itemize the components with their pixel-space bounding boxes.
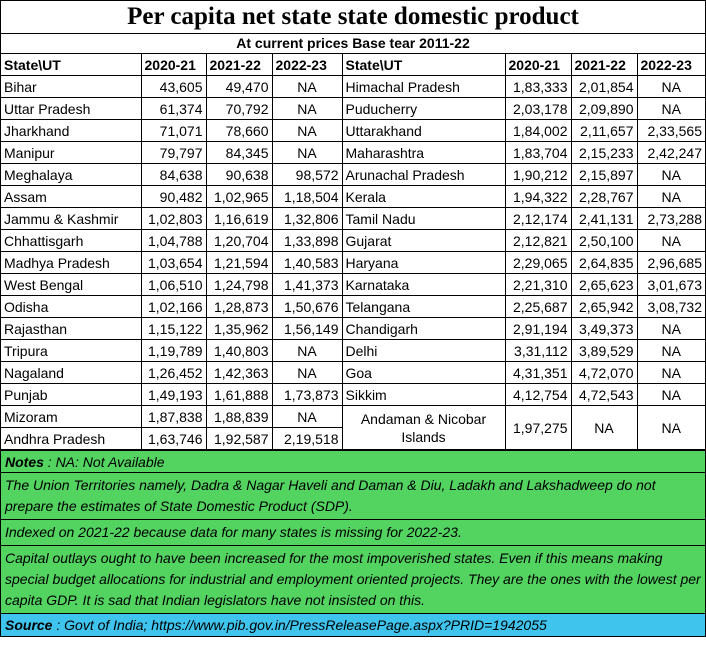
value-cell: NA bbox=[637, 318, 705, 340]
value-cell: 1,18,504 bbox=[272, 186, 342, 208]
value-cell: 78,660 bbox=[206, 120, 272, 142]
table-row bbox=[1, 406, 705, 428]
value-cell-merged: NA bbox=[571, 406, 637, 450]
state-cell: Gujarat bbox=[342, 230, 505, 252]
value-cell: 2,15,233 bbox=[571, 142, 637, 164]
state-cell: Uttar Pradesh bbox=[1, 98, 141, 120]
header-2022-23-right: 2022-23 bbox=[637, 54, 705, 76]
value-cell: 3,01,673 bbox=[637, 274, 705, 296]
note-union-territories: The Union Territories namely, Dadra & Nagar Haveli and Daman & Diu, Ladakh and Lakshadweep do not prepare the estimates of State Domestic Product (SDP). bbox=[1, 472, 705, 519]
value-cell: 2,19,518 bbox=[272, 428, 342, 450]
header-row bbox=[1, 54, 705, 76]
table-row bbox=[1, 296, 705, 318]
value-cell: 1,02,803 bbox=[141, 208, 206, 230]
state-cell: Himachal Pradesh bbox=[342, 76, 505, 98]
state-cell: Maharashtra bbox=[342, 142, 505, 164]
header-2022-23-left: 2022-23 bbox=[272, 54, 342, 76]
page-subtitle: At current prices Base tear 2011-22 bbox=[1, 34, 705, 54]
state-cell: Arunachal Pradesh bbox=[342, 164, 505, 186]
value-cell: 1,49,193 bbox=[141, 384, 206, 406]
value-cell: 2,64,835 bbox=[571, 252, 637, 274]
state-cell: Tripura bbox=[1, 340, 141, 362]
value-cell: 1,33,898 bbox=[272, 230, 342, 252]
value-cell: 84,345 bbox=[206, 142, 272, 164]
header-2020-21-left: 2020-21 bbox=[141, 54, 206, 76]
value-cell: 2,28,767 bbox=[571, 186, 637, 208]
value-cell: 49,470 bbox=[206, 76, 272, 98]
table-row bbox=[1, 186, 705, 208]
value-cell: 1,19,789 bbox=[141, 340, 206, 362]
value-cell: 2,21,310 bbox=[505, 274, 571, 296]
value-cell: 4,31,351 bbox=[505, 362, 571, 384]
value-cell: 1,04,788 bbox=[141, 230, 206, 252]
header-2021-22-right: 2021-22 bbox=[571, 54, 637, 76]
value-cell: 2,15,897 bbox=[571, 164, 637, 186]
value-cell: 90,482 bbox=[141, 186, 206, 208]
value-cell: 1,20,704 bbox=[206, 230, 272, 252]
value-cell: 1,03,654 bbox=[141, 252, 206, 274]
value-cell: 2,01,854 bbox=[571, 76, 637, 98]
header-state-right: State\UT bbox=[342, 54, 505, 76]
value-cell: 1,83,704 bbox=[505, 142, 571, 164]
value-cell: 1,26,452 bbox=[141, 362, 206, 384]
table-row bbox=[1, 384, 705, 406]
value-cell: 1,41,373 bbox=[272, 274, 342, 296]
value-cell: 2,65,623 bbox=[571, 274, 637, 296]
value-cell: 1,84,002 bbox=[505, 120, 571, 142]
value-cell: NA bbox=[272, 340, 342, 362]
state-cell: Chandigarh bbox=[342, 318, 505, 340]
value-cell: 2,50,100 bbox=[571, 230, 637, 252]
state-cell: Andhra Pradesh bbox=[1, 428, 141, 450]
value-cell: 2,42,247 bbox=[637, 142, 705, 164]
state-cell: Mizoram bbox=[1, 406, 141, 428]
table-body bbox=[1, 54, 705, 450]
value-cell: 1,40,583 bbox=[272, 252, 342, 274]
state-cell: Punjab bbox=[1, 384, 141, 406]
value-cell: 1,35,962 bbox=[206, 318, 272, 340]
state-cell: Manipur bbox=[1, 142, 141, 164]
value-cell: 1,73,873 bbox=[272, 384, 342, 406]
source-label: Source bbox=[5, 617, 53, 633]
value-cell: 1,02,965 bbox=[206, 186, 272, 208]
value-cell: 1,63,746 bbox=[141, 428, 206, 450]
value-cell: 1,28,873 bbox=[206, 296, 272, 318]
state-cell: Meghalaya bbox=[1, 164, 141, 186]
value-cell: 2,65,942 bbox=[571, 296, 637, 318]
value-cell: 1,56,149 bbox=[272, 318, 342, 340]
value-cell: 1,16,619 bbox=[206, 208, 272, 230]
value-cell: 1,94,322 bbox=[505, 186, 571, 208]
value-cell: 71,071 bbox=[141, 120, 206, 142]
value-cell: NA bbox=[272, 76, 342, 98]
value-cell: 2,73,288 bbox=[637, 208, 705, 230]
value-cell: 1,32,806 bbox=[272, 208, 342, 230]
state-cell: West Bengal bbox=[1, 274, 141, 296]
header-2021-22-left: 2021-22 bbox=[206, 54, 272, 76]
value-cell: 1,61,888 bbox=[206, 384, 272, 406]
value-cell: 3,89,529 bbox=[571, 340, 637, 362]
table-row bbox=[1, 98, 705, 120]
gdp-table bbox=[1, 54, 705, 450]
value-cell: NA bbox=[637, 98, 705, 120]
state-cell: Assam bbox=[1, 186, 141, 208]
value-cell: 2,11,657 bbox=[571, 120, 637, 142]
page-title: Per capita net state state domestic product bbox=[1, 1, 705, 34]
note-na-text: : NA: Not Available bbox=[43, 454, 165, 470]
value-cell: 4,72,070 bbox=[571, 362, 637, 384]
value-cell: 1,15,122 bbox=[141, 318, 206, 340]
table-row bbox=[1, 318, 705, 340]
value-cell: 2,91,194 bbox=[505, 318, 571, 340]
table-row bbox=[1, 362, 705, 384]
value-cell: 98,572 bbox=[272, 164, 342, 186]
note-indexed: Indexed on 2021-22 because data for many states is missing for 2022-23. bbox=[1, 519, 705, 545]
value-cell: 2,33,565 bbox=[637, 120, 705, 142]
value-cell: NA bbox=[272, 362, 342, 384]
state-cell: Goa bbox=[342, 362, 505, 384]
table-row bbox=[1, 120, 705, 142]
value-cell: 2,25,687 bbox=[505, 296, 571, 318]
table-row bbox=[1, 142, 705, 164]
state-cell: Jammu & Kashmir bbox=[1, 208, 141, 230]
value-cell: 84,638 bbox=[141, 164, 206, 186]
value-cell: NA bbox=[637, 164, 705, 186]
value-cell: 1,06,510 bbox=[141, 274, 206, 296]
value-cell: NA bbox=[272, 142, 342, 164]
value-cell: 1,40,803 bbox=[206, 340, 272, 362]
table-row bbox=[1, 208, 705, 230]
value-cell: 4,12,754 bbox=[505, 384, 571, 406]
value-cell: 1,83,333 bbox=[505, 76, 571, 98]
note-capital-outlays: Capital outlays ought to have been increased for the most impoverished states. Even if this means making special budget allocations for industrial and employment oriented projects. They are the ones with the lowest per capita GDP. It is sad that Indian legislators have not insisted on this. bbox=[1, 545, 705, 613]
value-cell: 61,374 bbox=[141, 98, 206, 120]
header-2020-21-right: 2020-21 bbox=[505, 54, 571, 76]
value-cell: 1,88,839 bbox=[206, 406, 272, 428]
value-cell: NA bbox=[272, 406, 342, 428]
note-na bbox=[1, 450, 705, 472]
state-cell: Chhattisgarh bbox=[1, 230, 141, 252]
state-cell-merged: Andaman & Nicobar Islands bbox=[342, 406, 505, 450]
value-cell: 2,12,174 bbox=[505, 208, 571, 230]
value-cell: 2,29,065 bbox=[505, 252, 571, 274]
state-cell: Telangana bbox=[342, 296, 505, 318]
value-cell: NA bbox=[637, 186, 705, 208]
value-cell: 79,797 bbox=[141, 142, 206, 164]
value-cell: 1,90,212 bbox=[505, 164, 571, 186]
value-cell: 2,09,890 bbox=[571, 98, 637, 120]
source-line bbox=[1, 613, 705, 636]
state-cell: Haryana bbox=[342, 252, 505, 274]
value-cell: 3,08,732 bbox=[637, 296, 705, 318]
value-cell-merged: 1,97,275 bbox=[505, 406, 571, 450]
table-row bbox=[1, 252, 705, 274]
value-cell: 2,96,685 bbox=[637, 252, 705, 274]
value-cell: 70,792 bbox=[206, 98, 272, 120]
value-cell: NA bbox=[637, 384, 705, 406]
table-row bbox=[1, 230, 705, 252]
table-row bbox=[1, 76, 705, 98]
value-cell: 1,87,838 bbox=[141, 406, 206, 428]
value-cell: 2,12,821 bbox=[505, 230, 571, 252]
state-cell: Bihar bbox=[1, 76, 141, 98]
value-cell: NA bbox=[637, 362, 705, 384]
value-cell: 43,605 bbox=[141, 76, 206, 98]
table-row bbox=[1, 164, 705, 186]
value-cell: NA bbox=[272, 98, 342, 120]
state-cell: Uttarakhand bbox=[342, 120, 505, 142]
state-cell: Puducherry bbox=[342, 98, 505, 120]
header-state-left: State\UT bbox=[1, 54, 141, 76]
value-cell: 1,92,587 bbox=[206, 428, 272, 450]
value-cell: 1,02,166 bbox=[141, 296, 206, 318]
value-cell: 2,03,178 bbox=[505, 98, 571, 120]
value-cell: 3,49,373 bbox=[571, 318, 637, 340]
value-cell: 1,50,676 bbox=[272, 296, 342, 318]
value-cell: 1,42,363 bbox=[206, 362, 272, 384]
value-cell: 3,31,112 bbox=[505, 340, 571, 362]
state-cell: Jharkhand bbox=[1, 120, 141, 142]
value-cell: 4,72,543 bbox=[571, 384, 637, 406]
value-cell: NA bbox=[637, 230, 705, 252]
value-cell: NA bbox=[272, 120, 342, 142]
notes-label: Notes bbox=[5, 454, 44, 470]
state-cell: Kerala bbox=[342, 186, 505, 208]
value-cell-merged: NA bbox=[637, 406, 705, 450]
table-row bbox=[1, 340, 705, 362]
value-cell: NA bbox=[637, 76, 705, 98]
state-cell: Karnataka bbox=[342, 274, 505, 296]
source-text: : Govt of India; https://www.pib.gov.in/PressReleasePage.aspx?PRID=1942055 bbox=[52, 617, 547, 633]
value-cell: 2,41,131 bbox=[571, 208, 637, 230]
value-cell: NA bbox=[637, 340, 705, 362]
state-cell: Madhya Pradesh bbox=[1, 252, 141, 274]
notes-section bbox=[1, 450, 705, 613]
state-cell: Rajasthan bbox=[1, 318, 141, 340]
table-row bbox=[1, 274, 705, 296]
state-cell: Sikkim bbox=[342, 384, 505, 406]
state-cell: Odisha bbox=[1, 296, 141, 318]
state-cell: Delhi bbox=[342, 340, 505, 362]
state-cell: Nagaland bbox=[1, 362, 141, 384]
value-cell: 90,638 bbox=[206, 164, 272, 186]
value-cell: 1,21,594 bbox=[206, 252, 272, 274]
state-cell: Tamil Nadu bbox=[342, 208, 505, 230]
value-cell: 1,24,798 bbox=[206, 274, 272, 296]
